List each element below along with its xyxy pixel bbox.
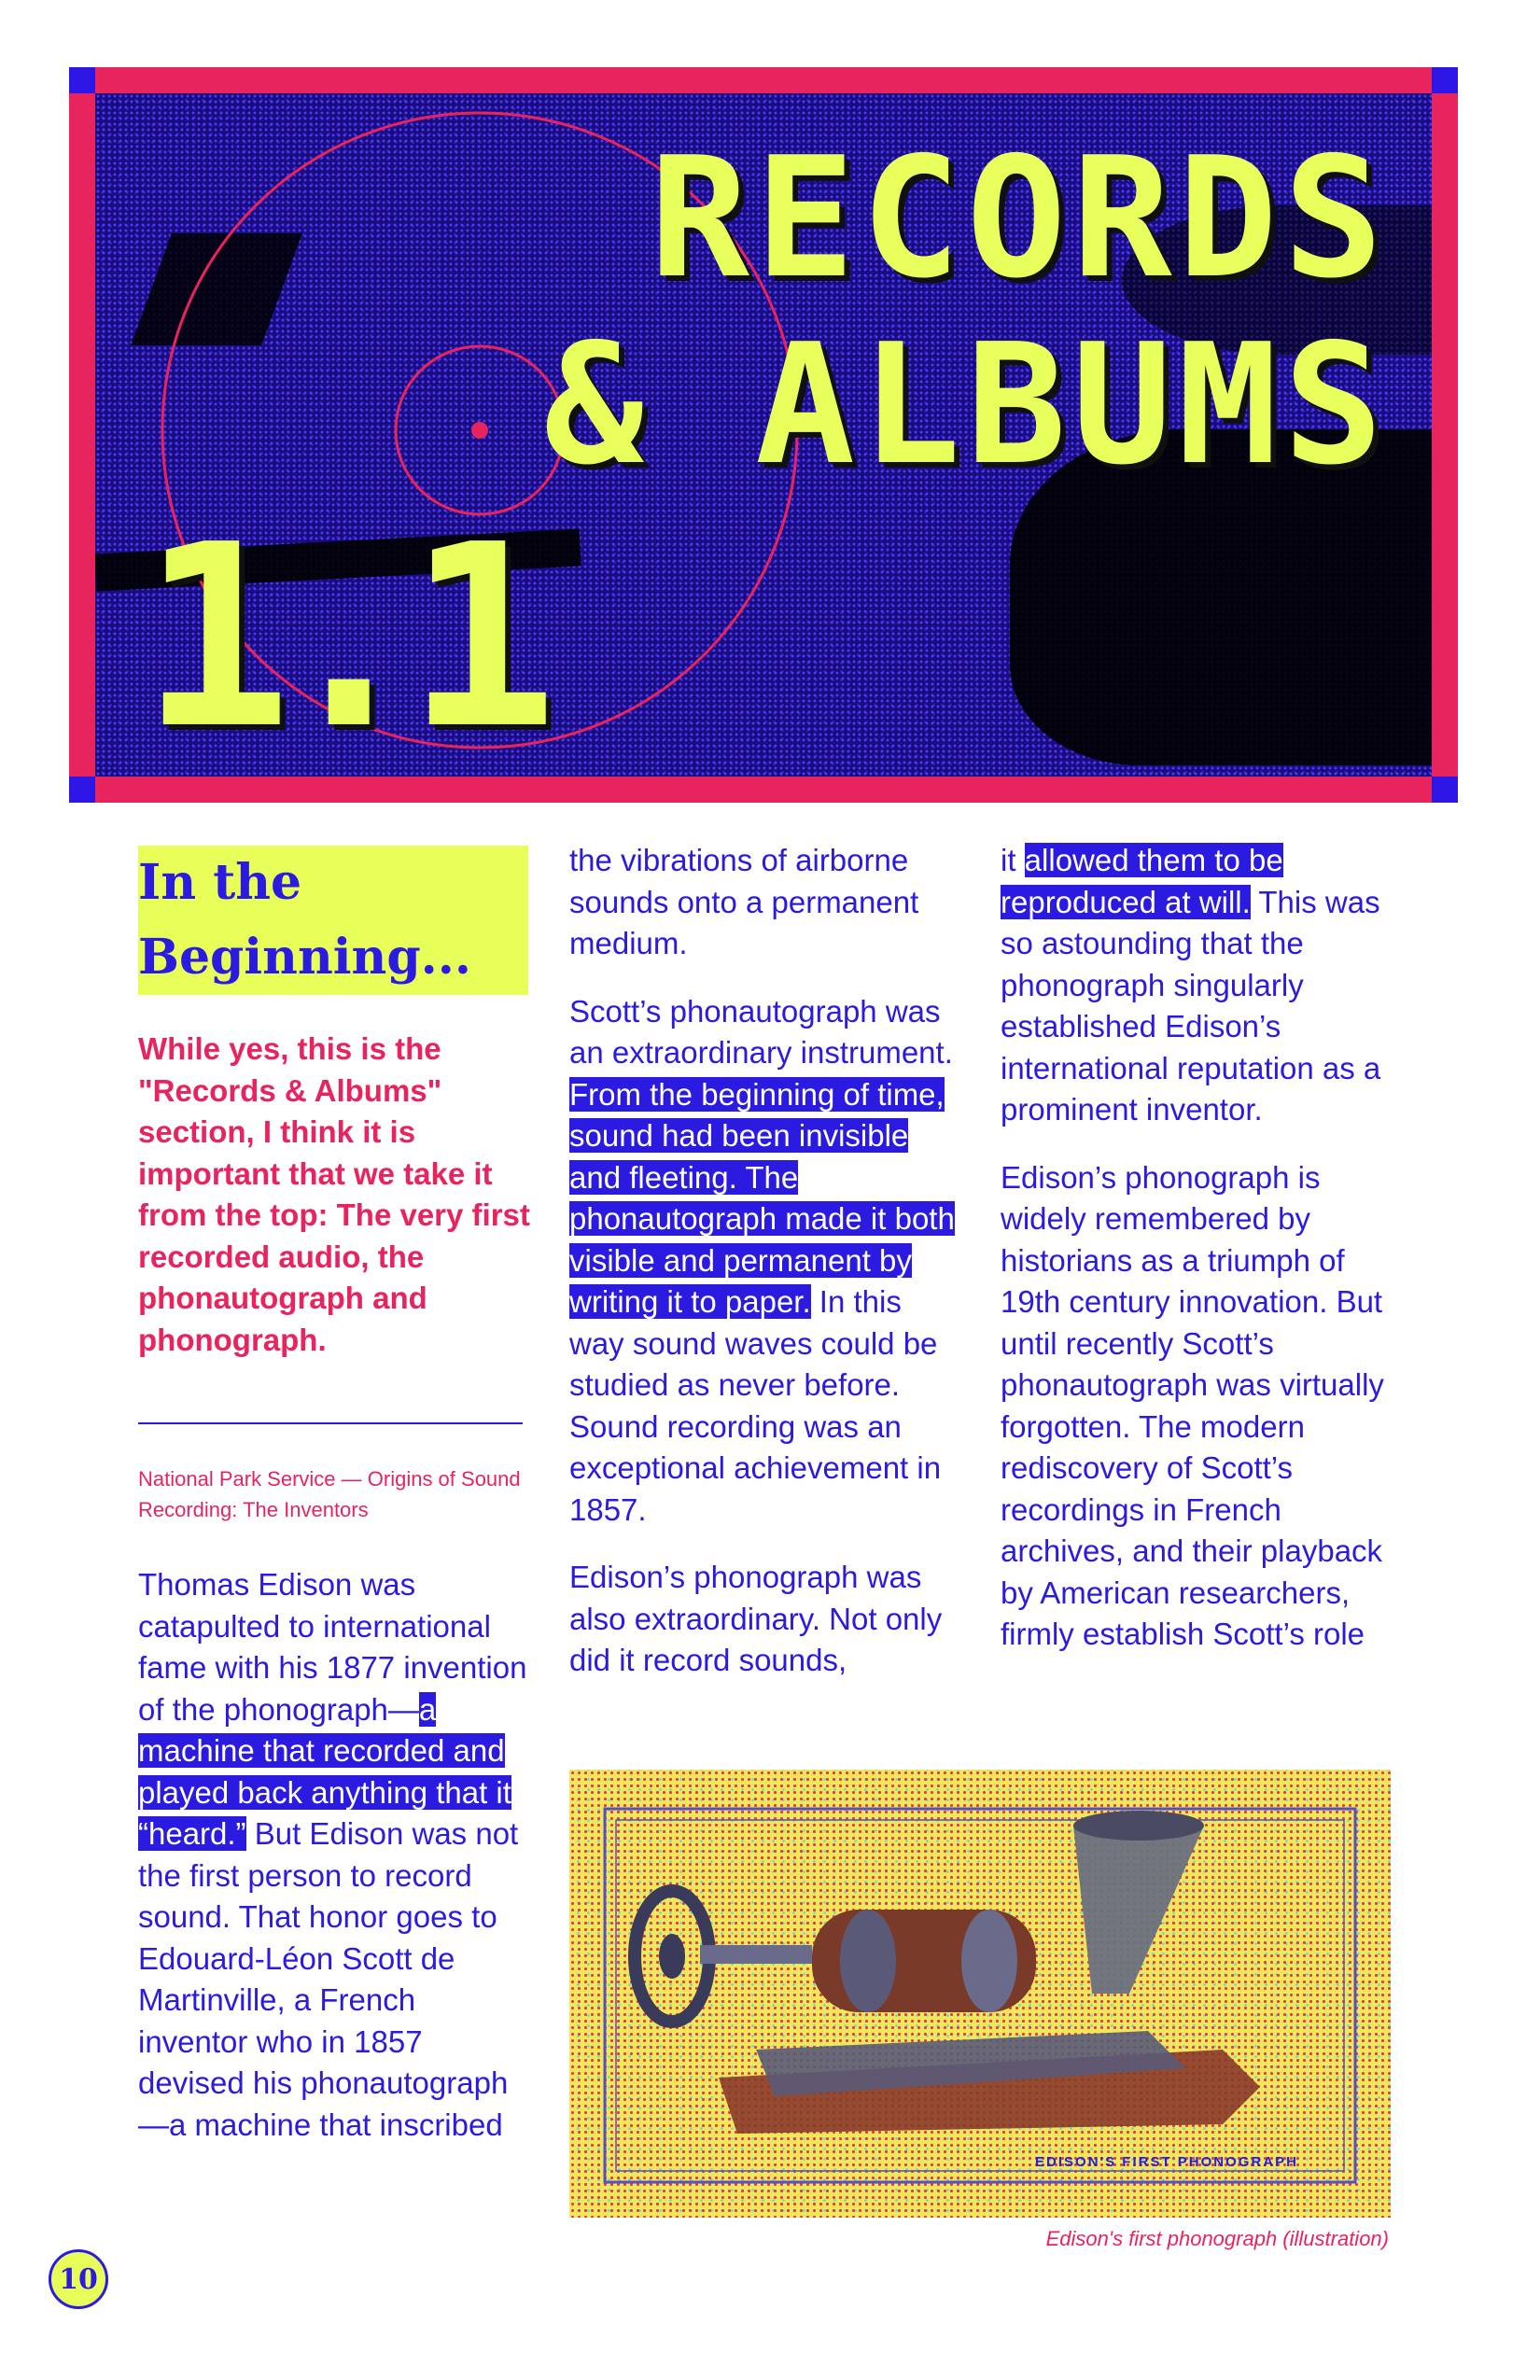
text-run: But Edison was not the first person to record sound. That honor goes to Edouard-Léon Scott de Martinville, a French inventor who in 1857 devised his phonautograph—a machine that inscribed — [138, 1816, 519, 2142]
section-title-line-1: RECORDS — [649, 121, 1389, 315]
illustration-label: EDISON'S FIRST PHONOGRAPH — [1035, 2154, 1298, 2170]
divider — [138, 1422, 523, 1424]
heading-line-1: In the — [138, 854, 302, 911]
text-run: it — [1001, 843, 1025, 877]
column-3 — [1001, 840, 1393, 1682]
banner-artwork — [95, 93, 1432, 777]
paragraph: the vibrations of airborne sounds onto a permanent medium. — [569, 843, 919, 960]
column-1 — [138, 840, 530, 2172]
article-heading — [138, 846, 528, 995]
section-title-line-2: & ALBUMS — [543, 308, 1389, 501]
column-2 — [569, 840, 961, 1708]
section-title — [543, 121, 1389, 501]
heading-highlight — [138, 846, 528, 995]
section-banner — [69, 67, 1458, 803]
paragraph: Edison’s phonograph is widely remembered by historians as a triumph of 19th century innovation. But until recently Scott’s phonautograph was virtually forgotten. The modern rediscovery of Scott’s recordings in French archives, and their playback by American researchers, firmly establish Scott’s role — [1001, 1159, 1384, 1651]
banner-corner — [69, 67, 95, 93]
text-run: This was so astounding that the phonograph singularly established Edison’s international reputation as a prominent inventor. — [1001, 884, 1381, 1127]
banner-corner — [69, 777, 95, 803]
text-run: In this way sound waves could be studied as never before. Sound recording was an exceptional achievement in 1857. — [569, 1284, 942, 1527]
figure-caption: Edison's first phonograph (illustration) — [1045, 2227, 1389, 2250]
body-text — [138, 1564, 530, 2146]
intro-paragraph: While yes, this is the "Records & Albums" section, I think it is important that we take it from the top: The very first recorded audio, the phonautograph and phonograph. — [138, 1031, 530, 1357]
highlighted-text: allowed them to be reproduced at will. — [1001, 843, 1283, 919]
paragraph — [138, 1564, 530, 2146]
phonograph-illustration — [569, 1770, 1391, 2218]
heading-line-2: Beginning... — [138, 929, 471, 986]
body-text — [1001, 840, 1393, 1656]
text-run: Thomas Edison was catapulted to international fame with his 1877 invention of the phonograph— — [138, 1567, 527, 1727]
text-run: Scott’s phonautograph was an extraordinary instrument. — [569, 993, 953, 1070]
page-number: 10 — [49, 2249, 108, 2309]
body-text — [569, 840, 961, 1682]
section-number: 1.1 — [140, 490, 539, 777]
highlighted-text: From the beginning of time, sound had been invisible and fleeting. The phonautograph made it both visible and permanent by writing it to paper. — [569, 1076, 955, 1319]
source-credit: National Park Service — Origins of Sound Recording: The Inventors — [138, 1467, 521, 1521]
paragraph — [569, 991, 961, 1532]
banner-corner — [1432, 777, 1458, 803]
paragraph: Edison’s phonograph was also extraordinary. Not only did it record sounds, — [569, 1560, 943, 1677]
highlighted-text: a machine that recorded and played back anything that it “heard.” — [138, 1691, 511, 1851]
paragraph — [1001, 840, 1393, 1131]
banner-corner — [1432, 67, 1458, 93]
phonograph-icon — [569, 1770, 1391, 2218]
